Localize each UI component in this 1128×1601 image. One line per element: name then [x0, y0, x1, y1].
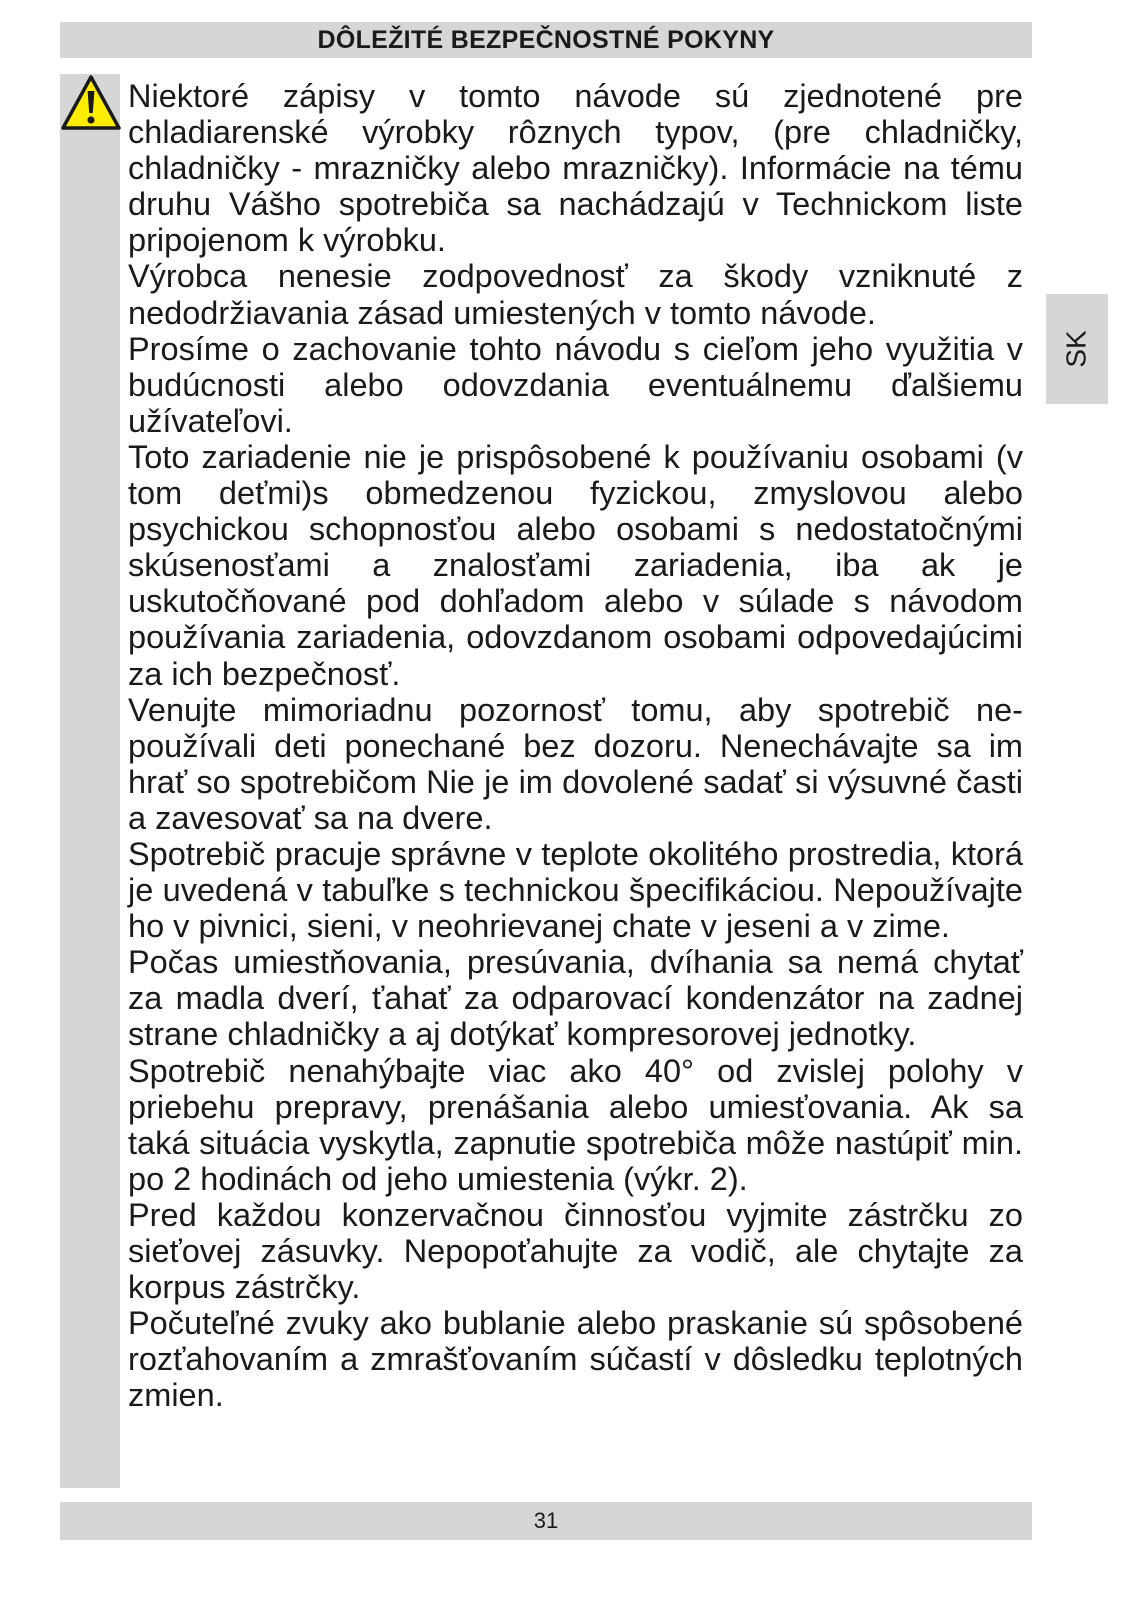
language-tab: [1046, 294, 1108, 404]
warning-triangle-icon: [60, 74, 122, 132]
side-margin-bar: [60, 74, 120, 1488]
page-number: 31: [533, 1508, 559, 1533]
paragraph-scope: Niektoré zápisy v tomto návode sú zjednotené pre chladiarenské výrobky rôznych typov, (pre chladničky, chladničky - mrazničky alebo mrazničky). Informácie na tému druhu Vášho spotrebiča sa nachádzajú v Technickom liste pripojenom k výrobku.: [128, 78, 1023, 259]
header-bar: [60, 22, 1032, 58]
paragraph-unplugging: Pred každou konzervačnou činnosťou vyjmite zástrčku zo sieťovej zásuvky. Nepopoťahujte za vodič, ale chytajte za korpus zástrčky.: [128, 1196, 1023, 1306]
paragraph-keep-manual: Prosíme o zachovanie tohto návodu s cieľom jeho využitia v budúcnosti alebo odovzdania eventuálnemu ďalšiemu užívateľovi.: [128, 330, 1023, 439]
paragraph-restricted-persons: Toto zariadenie nie je prispôsobené k používaniu osobami (v tom deťmi)s obmedzenou fyzickou, zmyslovou alebo psychickou schopnosťou alebo osobami s nedostatočnými skúsenosťami a znalosťami zariadenia, iba ak je uskutočňované pod dohľadom alebo v súlade s návodom používania zariadenia, odovzdanom osobami odpovedajúcimi za ich bezpečnosť.: [128, 438, 1023, 692]
paragraph-ambient-temperature: Spotrebič pracuje správne v teplote okolitého prostredia, ktorá je uvedená v tabuľke s technickou špecifikáciou. Nepoužívajte ho v pivnici, sieni, v neohrievanej chate v jeseni a v zime.: [128, 835, 1023, 945]
page-title: DÔLEŽITÉ BEZPEČNOSTNÉ POKYNY: [317, 25, 775, 54]
paragraph-tilting: Spotrebič nenahýbajte viac ako 40° od zvislej polohy v priebehu prepravy, prenášania alebo umiesťovania. Ak sa taká situácia vyskytla, zapnutie spotrebiča môže nastúpiť min. po 2 hodinách od jeho umiestenia (výkr. 2).: [128, 1052, 1023, 1197]
footer-bar: [60, 1502, 1032, 1540]
paragraph-children: Venujte mimoriadnu pozornosť tomu, aby spotrebič nepoužívali deti ponechané bez dozoru. Nenechávajte sa im hrať so spotrebičom Nie je im dovolené sadať si výsuvné časti a zavesovať sa na dvere.: [128, 691, 1023, 836]
paragraph-noises: Počuteľné zvuky ako bublanie alebo praskanie sú spôsobené rozťahovaním a zmrašťovaním súčastí v dôsledku teplotných zmien.: [128, 1305, 1023, 1414]
paragraph-liability: Výrobca nenesie zodpovednosť za škody vzniknuté z nedodržiavania zásad umiestených v tomto návode.: [128, 258, 1023, 331]
safety-instructions: [128, 78, 1023, 1413]
language-label: SK: [1060, 330, 1092, 368]
paragraph-handling: Počas umiestňovania, presúvania, dvíhania sa nemá chytať za madla dverí, ťahať za odparovací kondenzátor na zadnej strane chladničky a aj dotýkať kompresorovej jednotky.: [128, 944, 1023, 1053]
